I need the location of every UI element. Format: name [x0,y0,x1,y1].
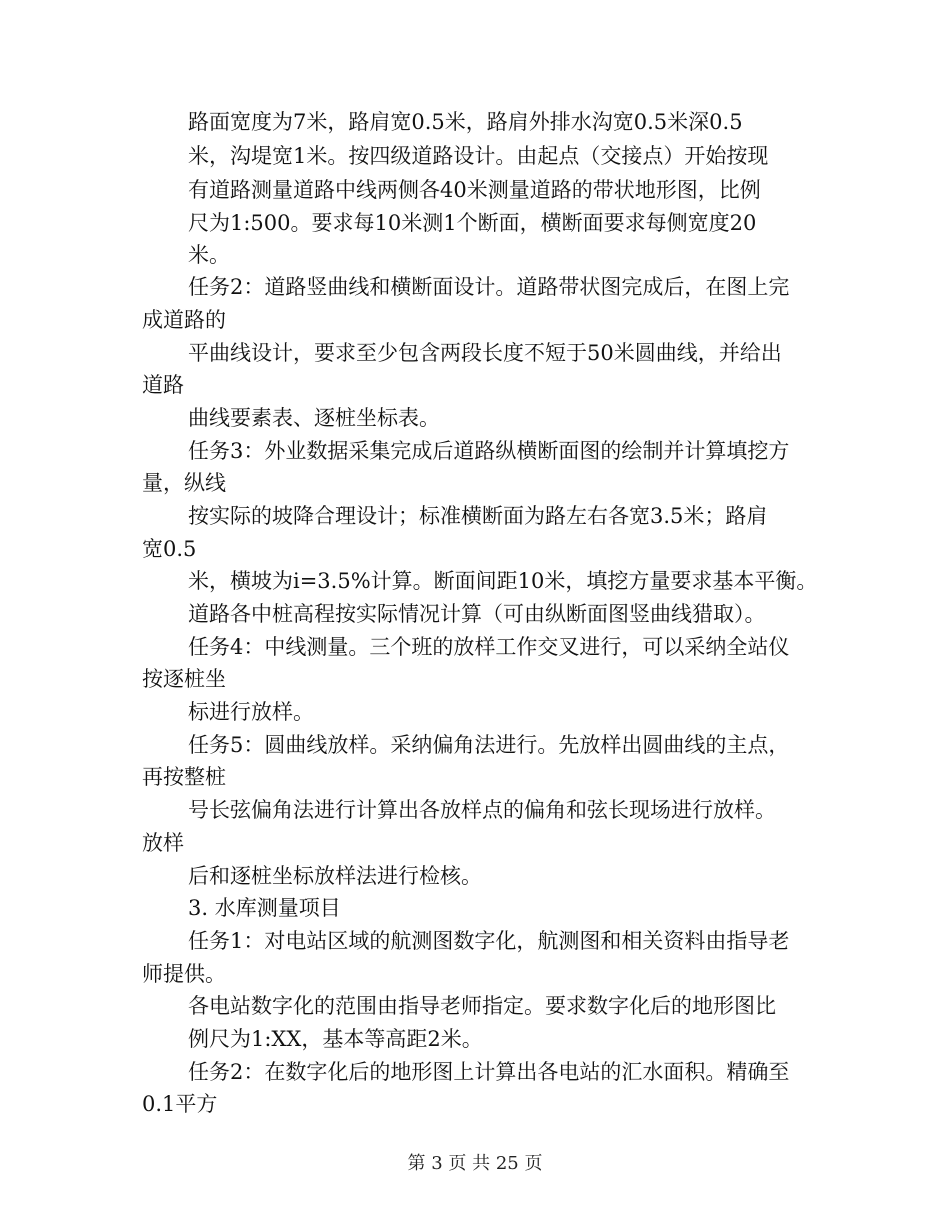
text-line: 任务5：圆曲线放样。采纳偏角法进行。先放样出圆曲线的主点， [188,733,790,757]
text-line: 米。 [188,243,230,267]
text-line: 0.1平方 [142,1092,218,1116]
text-line: 师提供。 [142,962,226,986]
text-line: 宽0.5 [142,537,197,561]
text-line: 例尺为1:XX，基本等高距2米。 [188,1027,483,1051]
section-heading: 3. 水库测量项目 [188,896,341,920]
text-line: 任务4：中线测量。三个班的放样工作交叉进行，可以采纳全站仪 [188,635,790,659]
text-line: 曲线要素表、逐桩坐标表。 [188,406,440,430]
text-line: 按实际的坡降合理设计；标准横断面为路左右各宽3.5米；路肩 [188,504,768,528]
text-line: 道路各中桩高程按实际情况计算（可由纵断面图竖曲线猎取）。 [188,602,766,626]
text-line: 任务2：在数字化后的地形图上计算出各电站的汇水面积。精确至 [188,1060,790,1084]
text-line: 号长弦偏角法进行计算出各放样点的偏角和弦长现场进行放样。 [188,798,776,822]
text-line: 再按整桩 [142,765,226,789]
text-line: 米，横坡为i=3.5%计算。断面间距10米，填挖方量要求基本平衡。 [188,569,818,593]
text-line: 有道路测量道路中线两侧各40米测量道路的带状地形图，比例 [188,178,761,202]
text-line: 尺为1:500。要求每10米测1个断面，横断面要求每侧宽度20 [188,211,757,235]
text-line: 成道路的 [142,308,226,332]
text-line: 任务2：道路竖曲线和横断面设计。道路带状图完成后，在图上完 [188,275,790,299]
text-line: 任务1：对电站区域的航测图数字化，航测图和相关资料由指导老 [188,929,790,953]
text-line: 任务3：外业数据采集完成后道路纵横断面图的绘制并计算填挖方 [188,439,790,463]
page-number-footer: 第 3 页 共 25 页 [407,1153,543,1174]
text-line: 后和逐桩坐标放样法进行检核。 [188,864,482,888]
text-line: 道路 [142,373,184,397]
text-line: 放样 [142,831,184,855]
text-line: 平曲线设计，要求至少包含两段长度不短于50米圆曲线，并给出 [188,341,782,365]
text-line: 标进行放样。 [188,700,314,724]
text-line: 量，纵线 [142,471,226,495]
text-line: 各电站数字化的范围由指导老师指定。要求数字化后的地形图比 [188,994,776,1018]
text-line: 按逐桩坐 [142,667,226,691]
text-line: 米，沟堤宽1米。按四级道路设计。由起点（交接点）开始按现 [188,144,769,168]
text-line: 路面宽度为7米，路肩宽0.5米，路肩外排水沟宽0.5米深0.5 [188,110,743,134]
